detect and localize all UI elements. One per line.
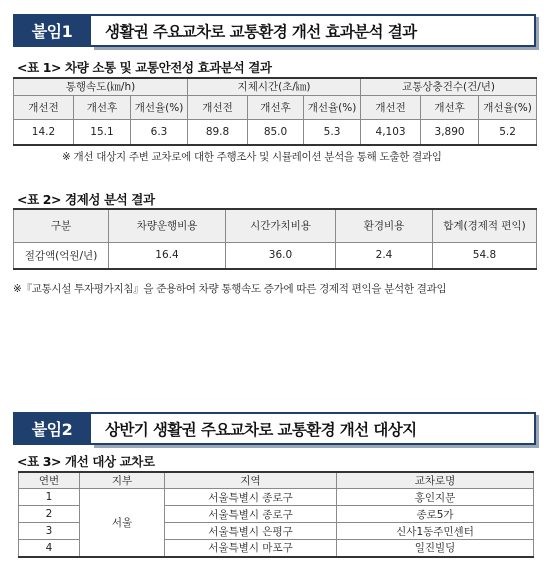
row-number: 1 [19,489,80,506]
column-header: 환경비용 [336,209,433,242]
table-cell: 15.1 [74,119,131,145]
region-cell: 서울특별시 은평구 [165,523,337,540]
attachment-2-title: 상반기 생활권 주요교차로 교통환경 개선 대상지 [91,412,536,445]
table-cell: 54.8 [433,242,537,269]
table-2-caption: <표 2> 경제성 분석 결과 [17,192,155,207]
column-header: 개선전 [361,95,421,119]
group-header: 교통상충건수(건/년) [361,78,537,95]
attachment-1-title: 생활권 주요교차로 교통환경 개선 효과분석 결과 [91,14,536,47]
intersection-name: 신사1동주민센터 [337,523,534,540]
row-number: 4 [19,540,80,557]
column-header: 교차로명 [337,472,534,489]
table-cell: 4,103 [361,119,421,145]
table-cell: 2.4 [336,242,433,269]
column-header: 개선율(%) [304,95,361,119]
branch-cell: 서울 [80,489,165,557]
table-cell: 6.3 [131,119,188,145]
table-3-caption: <표 3> 개선 대상 교차로 [17,454,155,469]
table-cell: 5.3 [304,119,361,145]
column-header: 시간가치비용 [226,209,336,242]
economic-analysis-table [13,208,537,270]
table-cell: 절감액(억원/년) [14,242,109,269]
row-number: 2 [19,506,80,523]
column-header: 합계(경제적 편익) [433,209,537,242]
table-cell: 16.4 [109,242,226,269]
attachment-2-banner [13,412,536,445]
column-header: 개선율(%) [479,95,537,119]
attachment-1-banner [13,14,536,47]
region-cell: 서울특별시 종로구 [165,489,337,506]
region-cell: 서울특별시 마포구 [165,540,337,557]
row-number: 3 [19,523,80,540]
table-row [14,119,537,145]
column-header: 개선후 [421,95,479,119]
table-1-caption: <표 1> 차량 소통 및 교통안전성 효과분석 결과 [17,60,272,75]
table-row [14,242,537,269]
group-header: 지체시간(초/㎞) [188,78,361,95]
table-cell: 3,890 [421,119,479,145]
table-row [19,489,534,506]
traffic-effect-table [13,77,537,146]
column-header: 구분 [14,209,109,242]
column-header: 지역 [165,472,337,489]
intersection-name: 종로5가 [337,506,534,523]
table-1-note: ※ 개선 대상지 주변 교차로에 대한 주행조사 및 시뮬레이션 분석을 통해 도출한 결과임 [62,151,442,163]
column-header: 개선후 [248,95,304,119]
column-header: 지부 [80,472,165,489]
table-cell: 89.8 [188,119,248,145]
group-header: 통행속도(㎞/h) [14,78,188,95]
column-header: 개선전 [188,95,248,119]
intersection-name: 홍인지문 [337,489,534,506]
attachment-1-tag: 붙임1 [13,14,91,47]
table-2-note: ※『교통시설 투자평가지침』을 준용하여 차량 통행속도 증가에 따른 경제적 편익을 분석한 결과임 [13,283,447,295]
column-header: 개선율(%) [131,95,188,119]
table-cell: 36.0 [226,242,336,269]
column-header: 연번 [19,472,80,489]
target-intersections-table [18,471,534,558]
intersection-name: 일진빌딩 [337,540,534,557]
attachment-2-tag: 붙임2 [13,412,91,445]
table-cell: 14.2 [14,119,74,145]
column-header: 개선전 [14,95,74,119]
table-cell: 85.0 [248,119,304,145]
region-cell: 서울특별시 종로구 [165,506,337,523]
column-header: 차량운행비용 [109,209,226,242]
table-cell: 5.2 [479,119,537,145]
column-header: 개선후 [74,95,131,119]
